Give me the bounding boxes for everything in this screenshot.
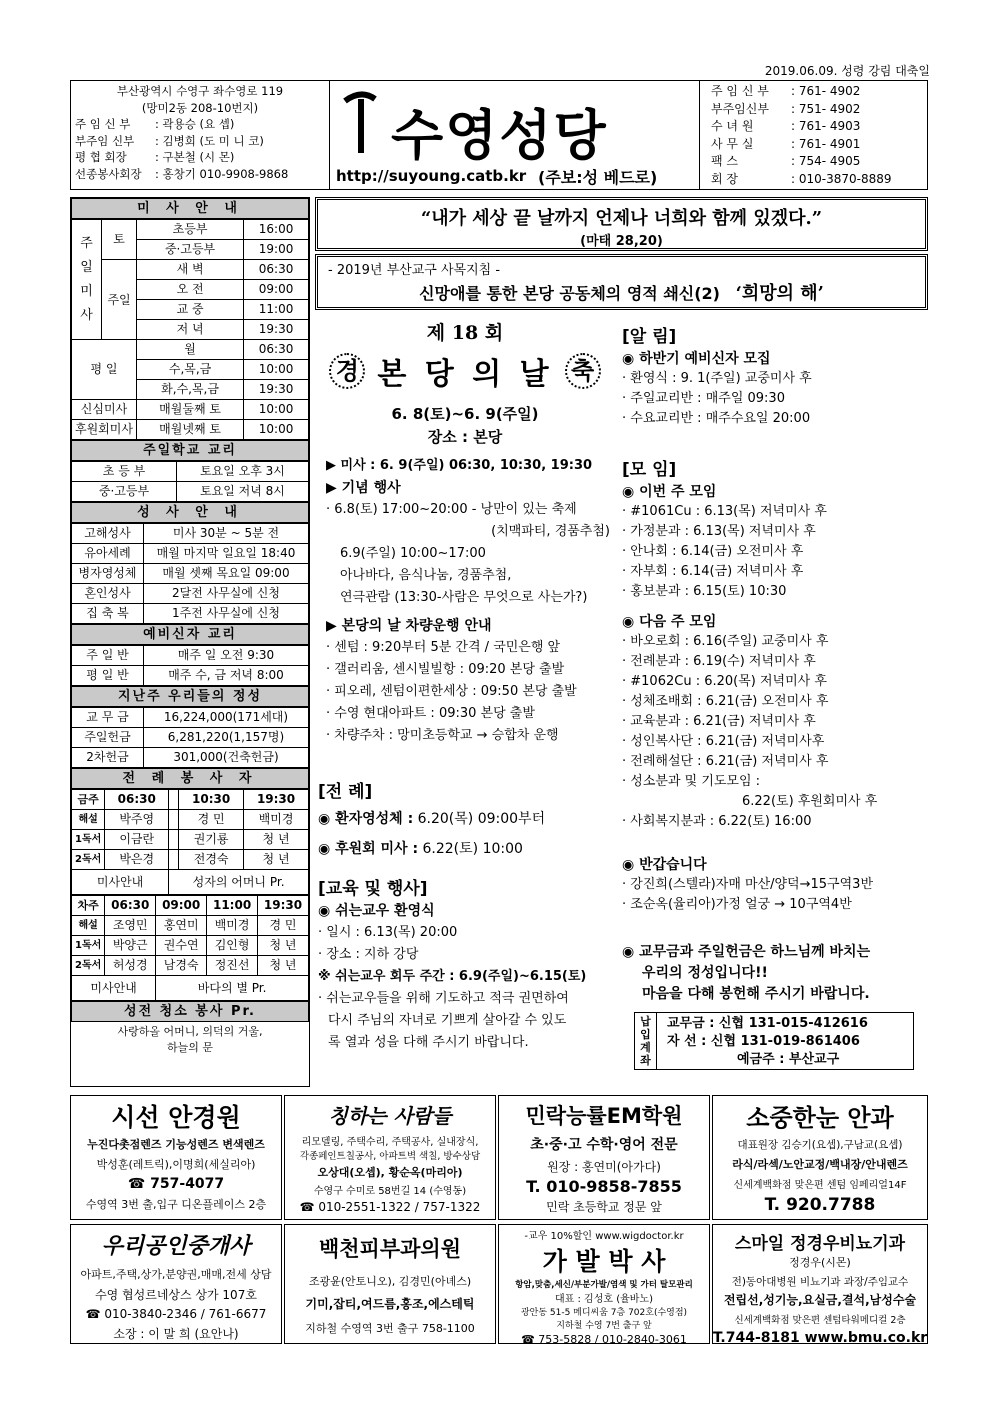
ad-optician (70, 1095, 282, 1220)
ad-line: 박성훈(레트릭),이명희(세실리아) (96, 1158, 256, 1171)
liturgy-notice-item: ◉ 환자영성체 : 6.20(목) 09:00부터 (318, 811, 546, 827)
liturgy-head: 06:30 (105, 790, 169, 810)
meeting-line: · 교육분과 : 6.21(금) 저녁미사 후 (622, 714, 816, 729)
sacrament-value: 매월 마지막 일요일 18:40 (144, 544, 309, 564)
special-time: 10:00 (244, 400, 309, 420)
ad-realtor (70, 1224, 282, 1344)
education-line: · 쉬는교우들을 위해 기도하고 적극 권면하여 (318, 991, 569, 1006)
liturgy-notice (318, 777, 618, 858)
notice-line: · 수요교리반 : 매주수요일 20:00 (622, 411, 811, 426)
ad-line: 신세계백화점 맞은편 센텀타워메디컬 2층 (734, 1315, 906, 1326)
ad-title: 백천피부과의원 (318, 1236, 461, 1261)
education-section (318, 878, 618, 1054)
ad-urology (712, 1224, 928, 1344)
sacrament-value: 1주전 사무실에 신청 (144, 604, 309, 624)
school-label: 초 등 부 (72, 462, 177, 482)
mass-row-time: 09:00 (244, 280, 309, 300)
ad-line: 정경우(시몬) (789, 1256, 851, 1269)
contact-2: 수 녀 원 : 761- 4903 (711, 119, 861, 133)
notices-sub: ◉ 하반기 예비신자 모집 (622, 351, 771, 367)
special-time: 10:00 (244, 420, 309, 440)
ad-line: T. 920.7788 (764, 1195, 876, 1215)
ad-line: 전립선,성기능,요실금,결석,남성수술 (723, 1293, 917, 1307)
meetings-title: [모 임] (622, 460, 677, 480)
meeting-line: · #1061Cu : 6.13(목) 저녁미사 후 (622, 504, 827, 519)
welcome-line: · 조순옥(율리아)가정 얼궁 → 10구역4반 (622, 897, 852, 912)
mass-title: 미 사 안 내 (71, 198, 309, 219)
ad-eye-clinic (712, 1095, 928, 1220)
mass-row-name: 저 녁 (136, 320, 243, 340)
sacrament-value: 2달전 사무실에 신청 (144, 584, 309, 604)
cleaning-groups (71, 1022, 309, 1056)
payment-row: 자 선 : 신협 131-019-861406 (667, 1034, 860, 1049)
offering-value: 6,281,220(1,157명) (144, 728, 309, 748)
ad-line: 민락 초등학교 정문 앞 (546, 1200, 662, 1214)
ad-wig (498, 1224, 710, 1344)
guide-label: 미사안내 (72, 976, 156, 1001)
mass-row-time: 19:30 (244, 320, 309, 340)
meeting-line: · 자부회 : 6.14(금) 저녁미사 후 (622, 564, 804, 579)
catechumen-label: 평 일 반 (72, 666, 144, 686)
cleaning-line: 하늘의 문 (166, 1041, 213, 1054)
ad-line: 수영 협성르네상스 상가 107호 (95, 1288, 257, 1302)
ad-line: 지하철 수영역 3번 출구 758-1100 (305, 1322, 475, 1335)
quote-box (315, 197, 928, 251)
ad-title: 칭하는 사람들 (328, 1104, 452, 1128)
payment-row: 교무금 : 신협 131-015-412616 (667, 1016, 868, 1031)
liturgy-notice-title: [전 례] (318, 782, 373, 802)
staff-3: 선종봉사회장 : 홍창기 010-9908-9868 (75, 166, 289, 181)
payment-box (634, 1012, 914, 1070)
celebrate-right-icon: 축 (565, 353, 601, 389)
mass-row-name: 초등부 (136, 220, 243, 240)
contact-1: 부주임신부 : 751- 4902 (711, 101, 861, 116)
shuttle-line: · 피오레, 센텀이편한세상 : 09:50 본당 출발 (326, 684, 577, 699)
policy-line2: 신망애를 통한 본당 공동체의 영적 쇄신(2) ‘희망의 해’ (419, 283, 824, 304)
meeting-line: · 홍보분과 : 6.15(토) 10:30 (622, 584, 787, 599)
liturgy-head: 06:30 (105, 896, 156, 916)
weekday-time: 19:30 (244, 380, 309, 400)
education-line: · 장소 : 지하 강당 (318, 947, 419, 962)
education-line: 다시 주님의 자녀로 기쁘게 살아갈 수 있도 (328, 1013, 567, 1028)
ad-line: 리모델링, 주택수리, 주택공사, 실내장식, (301, 1137, 479, 1148)
contact-5: 회 장 : 010-3870-8889 (711, 171, 892, 186)
meeting-line: · 전례분과 : 6.19(수) 저녁미사 후 (622, 654, 816, 669)
saturday-label: 토 (102, 220, 137, 260)
meeting-line: · #1062Cu : 6.20(목) 저녁미사 후 (622, 674, 827, 689)
offering-note-line: ◉ 교무금과 주일헌금은 하느님께 바치는 (622, 944, 871, 960)
weekday-time: 06:30 (244, 340, 309, 360)
ad-line: 수영역 3번 출,입구 디온플레이스 2층 (85, 1198, 267, 1211)
notice-line: · 환영식 : 9. 1(주일) 교중미사 후 (622, 371, 812, 386)
ad-line: ☎ 010-2551-1322 / 757-1322 (299, 1200, 481, 1214)
feast-section (320, 318, 610, 447)
weekday-name: 월 (136, 340, 243, 360)
school-label: 중·고등부 (72, 482, 177, 502)
sacrament-label: 고해성사 (72, 524, 144, 544)
cleaning-title: 성전 청소 봉사 Pr. (71, 1001, 309, 1022)
this-week-title: ◉ 이번 주 모임 (622, 484, 717, 500)
ad-line: 원장 : 홍연미(아가다) (547, 1160, 661, 1174)
ad-line: 초·중·고 수학·영어 전문 (530, 1137, 678, 1153)
offering-label: 주일헌금 (72, 728, 144, 748)
liturgy-notice-item: ◉ 후원회 미사 : 6.22(토) 10:00 (318, 841, 523, 857)
school-value: 토요일 저녁 8시 (177, 482, 309, 502)
liturgy-title: 전 례 봉 사 자 (71, 768, 309, 789)
sacraments-table (71, 523, 309, 624)
mass-row-time: 19:00 (244, 240, 309, 260)
feast-dates: 6. 8(토)~6. 9(주일) (391, 405, 539, 423)
ad-line: 누진다촛점렌즈 기능성렌즈 변색렌즈 (87, 1138, 265, 1151)
contact-3: 사 무 실 : 761- 4901 (711, 136, 861, 151)
offering-note (622, 942, 928, 1005)
ad-line: 라식/라섹/노안교정/백내장/안내렌즈 (732, 1158, 908, 1171)
special-label: 후원회미사 (72, 420, 137, 440)
meeting-line: · 전례해설단 : 6.21(금) 저녁미사 후 (622, 754, 829, 769)
education-line: 록 열과 성을 다해 주시기 바랍니다. (328, 1035, 529, 1050)
liturgy-head: 금주 (72, 790, 105, 810)
ad-line: -교우 10%할인 www.wigdoctor.kr (524, 1231, 684, 1242)
meeting-line: · 안나회 : 6.14(금) 오전미사 후 (622, 544, 804, 559)
feast-mass: ▶ 미사 : 6. 9(주일) 06:30, 10:30, 19:30 (326, 458, 593, 473)
address-line2: (망미2동 208-10번지) (141, 100, 259, 115)
payment-accounts (667, 1015, 868, 1069)
address-line1: 부산광역시 수영구 좌수영로 119 (116, 84, 284, 98)
offering-note-line: 우리의 정성입니다!! (642, 965, 768, 981)
mass-row-time: 11:00 (244, 300, 309, 320)
mass-row-name: 오 전 (136, 280, 243, 300)
ad-title: 우리공인중개사 (101, 1233, 251, 1259)
cleaning-line: 사랑하올 어머니, 의덕의 거울, (117, 1025, 263, 1038)
sacrament-label: 병자영성체 (72, 564, 144, 584)
meetings-section (622, 460, 928, 832)
shuttle-title: ▶ 본당의 날 차량운행 안내 (326, 618, 492, 634)
guide-value: 바다의 별 Pr. (156, 976, 309, 1001)
ad-line: ☎ 757-4077 (127, 1176, 225, 1192)
welcome-line: · 강진희(스텔라)자매 마산/양덕→15구역3반 (622, 877, 873, 892)
ad-line: 수영구 수미로 58번길 14 (수영동) (313, 1186, 467, 1197)
parish-patron: (주보:성 베드로) (538, 168, 658, 187)
sunday-school-table (71, 461, 309, 502)
weekday-time: 10:00 (244, 360, 309, 380)
parish-info (75, 83, 325, 182)
offering-label: 2차헌금 (72, 748, 144, 768)
feast-details (326, 455, 616, 747)
ad-line: 항암,맞춤,세신/부분가발/염색 및 가터 탈모관리 (515, 1280, 693, 1290)
sacrament-value: 미사 30분 ~ 5분 전 (144, 524, 309, 544)
payment-row: 예금주 : 부산교구 (737, 1052, 840, 1067)
ad-title: 가 발 박 사 (542, 1247, 666, 1276)
sacrament-label: 유아세례 (72, 544, 144, 564)
meeting-line: · 성인복사단 : 6.21(금) 저녁미사후 (622, 734, 825, 749)
liturgy-table-2: 차주 06:30 09:00 11:00 19:30 해설 조영민 홍연미 백미경 경 민 1독서 박양근 권수연 김인형 청 년 2독서 허성경 남경숙 정진선 청 년 미사안내 바다의 별 Pr. (71, 895, 309, 1001)
ad-interior (284, 1095, 496, 1220)
mass-row-name: 중·고등부 (136, 240, 243, 260)
welcome-section (622, 855, 928, 915)
sacrament-value: 매월 셋째 목요일 09:00 (144, 564, 309, 584)
special-name: 매월넷째 토 (136, 420, 243, 440)
liturgy-head: 09:00 (156, 896, 207, 916)
meeting-line: · 성소분과 및 기도모임 : (622, 774, 761, 789)
education-sub: ◉ 쉬는교우 환영식 (318, 903, 435, 919)
offering-note-line: 마음을 다해 봉헌해 주시기 바랍니다. (642, 986, 870, 1002)
offering-title: 지난주 우리들의 정성 (71, 686, 309, 707)
liturgy-head: 차주 (72, 896, 105, 916)
sacrament-label: 집 축 복 (72, 604, 144, 624)
quote-text: “내가 세상 끝 날까지 언제나 너희와 함께 있겠다.” (420, 208, 823, 229)
ad-title: 소중한눈 안과 (746, 1103, 894, 1132)
special-name: 매월둘째 토 (136, 400, 243, 420)
weekday-label: 평 일 (72, 340, 137, 400)
offering-value: 301,000(건축헌금) (144, 748, 309, 768)
next-week-title: ◉ 다음 주 모임 (622, 614, 717, 630)
parish-url[interactable]: http://suyoung.catb.kr (336, 167, 527, 185)
meeting-line: · 가정분과 : 6.13(목) 저녁미사 후 (622, 524, 816, 539)
parish-logo-text: 수영성당 (391, 103, 608, 167)
event-line: · 6.8(토) 17:00~20:00 - 낭만이 있는 축제 (326, 502, 577, 517)
ad-dermatology (284, 1224, 496, 1344)
ad-line: 조광윤(안토니오), 김경민(아녜스) (308, 1275, 472, 1288)
meeting-line: · 바오로회 : 6.16(주일) 교중미사 후 (622, 634, 829, 649)
notice-line: · 주일교리반 : 매주일 09:30 (622, 391, 785, 406)
contact-4: 팩 스 : 754- 4905 (711, 154, 861, 168)
welcome-title: ◉ 반갑습니다 (622, 857, 707, 873)
catechumen-table (71, 645, 309, 686)
mass-row-time: 16:00 (244, 220, 309, 240)
offering-value: 16,224,000(171세대) (144, 708, 309, 728)
ad-line: ☎ 753-5828 / 010-2840-3061 (521, 1333, 687, 1344)
issue-date: 2019.06.09. 성령 강림 대축일 (764, 64, 930, 78)
ad-line: ☎ 010-3840-2346 / 761-6677 (85, 1307, 267, 1321)
policy-box (315, 254, 928, 310)
staff-0: 주 임 신 부 : 곽용승 (요 셉) (75, 117, 235, 131)
feast-title: 본 당 의 날 (377, 357, 553, 392)
meeting-line: · 성체조배회 : 6.21(금) 오전미사 후 (622, 694, 829, 709)
ad-title: 시선 안경원 (111, 1103, 241, 1132)
ad-line: 신세계백화점 맞은편 센텀 임페리얼14F (733, 1180, 907, 1191)
shuttle-line: · 수영 현대아파트 : 09:30 본당 출발 (326, 706, 535, 721)
shuttle-line: · 차량주차 : 망미초등학교 → 승합차 운행 (326, 728, 559, 743)
liturgy-head: 19:30 (244, 790, 309, 810)
left-column (70, 197, 310, 1087)
catechumen-label: 주 일 반 (72, 646, 144, 666)
shuttle-line: · 센텀 : 9:20부터 5분 간격 / 국민은행 앞 (326, 640, 561, 655)
offering-table (71, 707, 309, 768)
ad-line: 아파트,주택,상가,분양권,매매,전세 상담 (80, 1268, 272, 1281)
mass-table (71, 219, 309, 440)
ad-line: 지하철 수영 7번 출구 앞 (556, 1321, 652, 1331)
ad-line: 각종페인트칠공사, 아파트벽 색칠, 방수상담 (299, 1151, 481, 1162)
event-line: 6.9(주일) 10:00~17:00 (340, 546, 486, 561)
ad-line: T.744-8181 www.bmu.co.kr (713, 1330, 928, 1344)
ad-line: 소장 : 이 말 희 (요안나) (113, 1327, 239, 1341)
payment-label: 납입계좌 (635, 1013, 657, 1069)
events-title: ▶ 기념 행사 (326, 480, 401, 496)
liturgy-head (169, 790, 179, 810)
liturgy-head: 10:30 (179, 790, 244, 810)
ad-line: 기미,잡티,여드름,홍조,에스테틱 (305, 1297, 475, 1311)
ad-line: 대표원장 김승기(요셉),구남교(요셉) (737, 1139, 903, 1151)
special-label: 신심미사 (72, 400, 137, 420)
celebrate-left-icon: 경 (329, 353, 365, 389)
liturgy-table-1: 금주 06:30 10:30 19:30 해설 박주영 경 민 백미경 1독서 이금란 권기룡 청 년 2독서 박은경 전경숙 청 년 미사안내 성자의 어머니 Pr. (71, 789, 309, 895)
catechumen-title: 예비신자 교리 (71, 624, 309, 645)
sacraments-title: 성 사 안 내 (71, 502, 309, 523)
offering-label: 교 무 금 (72, 708, 144, 728)
mass-row-name: 새 벽 (136, 260, 243, 280)
mass-row-name: 교 중 (136, 300, 243, 320)
catechumen-value: 매주 수, 금 저녁 8:00 (144, 666, 309, 686)
ad-line: 오상대(오셉), 황순옥(마리아) (317, 1166, 463, 1179)
ad-line: 광안동 51-5 메디씨움 7층 702호(수영점) (520, 1308, 688, 1318)
meeting-line: 6.22(토) 후원회미사 후 (742, 794, 878, 809)
shuttle-line: · 갤러리움, 센시빌빌항 : 09:20 본당 출발 (326, 662, 565, 677)
catechumen-value: 매주 일 오전 9:30 (144, 646, 309, 666)
weekday-name: 수,목,금 (136, 360, 243, 380)
education-line: ※ 쉬는교우 회두 주간 : 6.9(주일)~6.15(토) (318, 969, 587, 984)
staff-2: 평 협 회장 : 구본철 (시 몬) (75, 150, 235, 164)
sunday-school-title: 주일학교 교리 (71, 440, 309, 461)
education-line: · 일시 : 6.13(목) 20:00 (318, 925, 458, 940)
contact-list (711, 83, 926, 188)
school-value: 토요일 오후 3시 (177, 462, 309, 482)
sunday-mass-label: 주일미사 (72, 220, 102, 340)
meeting-line: · 사회복지분과 : 6.22(토) 16:00 (622, 814, 812, 829)
liturgy-head: 11:00 (207, 896, 258, 916)
header-box (70, 80, 928, 190)
ad-title: 스마일 정경우비뇨기과 (734, 1234, 906, 1254)
feast-edition: 제 18 회 (426, 322, 504, 344)
feast-place: 장소 : 본당 (427, 428, 503, 446)
event-line: 연극관람 (13:30-사람은 무엇으로 사는가?) (340, 590, 588, 605)
event-line: (치맥파티, 경품추첨) (491, 524, 610, 539)
event-line: 아나바다, 음식나눔, 경품추첨, (340, 568, 512, 583)
ad-academy (498, 1095, 710, 1220)
ad-line: T. 010-9858-7855 (526, 1177, 682, 1196)
ad-line: 대표 : 김성호 (율바노) (555, 1294, 653, 1305)
guide-label: 미사안내 (72, 870, 169, 895)
ad-line: 전)동아대병원 비뇨기과 과장/주임교수 (731, 1276, 909, 1288)
education-title: [교육 및 행사] (318, 879, 428, 899)
guide-value: 성자의 어머니 Pr. (169, 870, 309, 895)
policy-line1: - 2019년 부산교구 사목지침 - (328, 263, 501, 278)
sacrament-label: 혼인성사 (72, 584, 144, 604)
church-logo-icon (341, 87, 381, 157)
sunday-label: 주일 (102, 260, 137, 340)
notices-section (622, 327, 928, 429)
mass-row-time: 06:30 (244, 260, 309, 280)
ad-title: 민락능률EM학원 (525, 1104, 683, 1128)
staff-1: 부주임 신부 : 김병희 (도 미 니 코) (75, 133, 264, 148)
contact-0: 주 임 신 부 : 761- 4902 (711, 84, 861, 98)
liturgy-head: 19:30 (258, 896, 309, 916)
weekday-name: 화,수,목,금 (136, 380, 243, 400)
notices-title: [알 림] (622, 327, 677, 347)
quote-source: (마태 28,20) (580, 234, 663, 249)
